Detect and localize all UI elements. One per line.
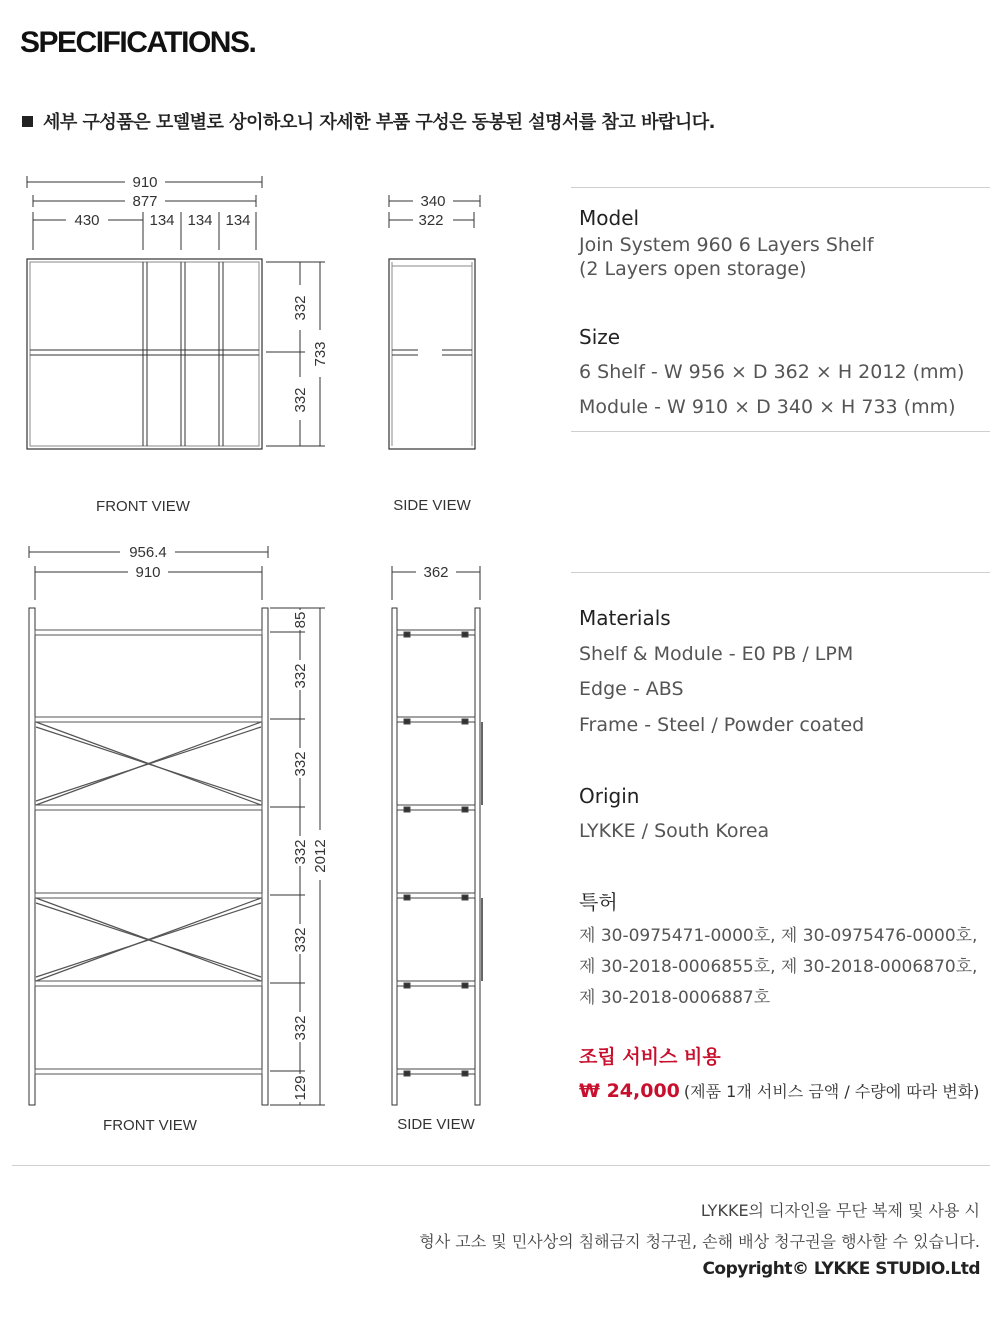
dim-shelf-s2: 332 (292, 751, 309, 777)
parts-note-text: 세부 구성품은 모델별로 상이하오니 자세한 부품 구성은 동봉된 설명서를 참고 바랍니다. (43, 112, 715, 133)
model-value-2: (2 Layers open storage) (579, 258, 807, 280)
service-label: 조립 서비스 비용 (579, 1046, 721, 1068)
shelf-side-view (392, 564, 482, 1133)
page-title: SPECIFICATIONS. (20, 26, 256, 59)
shelf-front-label: FRONT VIEW (103, 1117, 197, 1134)
dim-module-inner: 877 (132, 193, 158, 210)
dim-module-height: 733 (312, 341, 329, 367)
dim-shelf-top: 85 (292, 611, 309, 629)
patent-2: 제 30-2018-0006855호, 제 30-2018-0006870호, (579, 957, 978, 977)
model-value-1: Join System 960 6 Layers Shelf (579, 234, 874, 256)
dim-shelf-width: 956.4 (129, 544, 167, 561)
materials-2: Edge - ABS (579, 678, 684, 700)
patent-3: 제 30-2018-0006887호 (579, 988, 771, 1008)
copyright: Copyright© LYKKE STUDIO.Ltd (702, 1259, 980, 1279)
module-side-view (389, 193, 480, 514)
materials-label: Materials (579, 606, 671, 630)
dim-module-b: 134 (187, 212, 213, 229)
size-label: Size (579, 325, 621, 349)
footer-divider (12, 1165, 990, 1166)
dim-module-upper: 332 (292, 295, 309, 321)
shelf-side-label: SIDE VIEW (397, 1116, 475, 1133)
module-side-label: SIDE VIEW (393, 497, 471, 514)
dim-side-inner: 322 (418, 212, 444, 229)
model-label: Model (579, 206, 640, 230)
patent-1: 제 30-0975471-0000호, 제 30-0975476-0000호, (579, 926, 978, 946)
service-price-row (579, 1079, 979, 1102)
origin-value: LYKKE / South Korea (579, 820, 770, 842)
dim-side-outer: 340 (420, 193, 446, 210)
materials-1: Shelf & Module - E0 PB / LPM (579, 643, 854, 665)
dim-shelf-s1: 332 (292, 663, 309, 689)
dim-module-c: 134 (225, 212, 251, 229)
dim-shelf-s3: 332 (292, 839, 309, 865)
dim-shelf-height: 2012 (312, 839, 329, 873)
footer-line-2: 형사 고소 및 민사상의 침해금지 청구권, 손해 배상 청구권을 행사할 수 있습니다. (419, 1232, 980, 1251)
footer-line-1: LYKKE의 디자인을 무단 복제 및 사용 시 (700, 1201, 980, 1220)
dim-shelf-s4: 332 (292, 927, 309, 953)
divider-top (571, 187, 990, 188)
module-front-label: FRONT VIEW (96, 498, 190, 515)
dim-shelf-depth: 362 (423, 564, 449, 581)
dim-module-left: 430 (74, 212, 100, 229)
dim-module-width: 910 (132, 174, 158, 191)
service-memo: (제품 1개 서비스 금액 / 수량에 따라 변화) (683, 1082, 980, 1101)
materials-3: Frame - Steel / Powder coated (579, 714, 865, 736)
origin-label: Origin (579, 784, 640, 808)
module-front-view (27, 174, 329, 515)
shelf-front-view (29, 544, 329, 1134)
divider-materials (571, 572, 990, 573)
patent-label: 특허 (579, 890, 618, 914)
size-module: Module - W 910 × D 340 × H 733 (mm) (579, 396, 956, 418)
dim-module-a: 134 (149, 212, 175, 229)
size-shelf: 6 Shelf - W 956 × D 362 × H 2012 (mm) (579, 361, 965, 383)
dim-shelf-s5: 332 (292, 1015, 309, 1041)
dim-module-lower: 332 (292, 387, 309, 413)
dim-shelf-inner: 910 (135, 564, 161, 581)
divider-mid (571, 431, 990, 432)
dim-shelf-bottom: 129 (292, 1075, 309, 1101)
service-price: ₩ 24,000 (579, 1080, 680, 1102)
